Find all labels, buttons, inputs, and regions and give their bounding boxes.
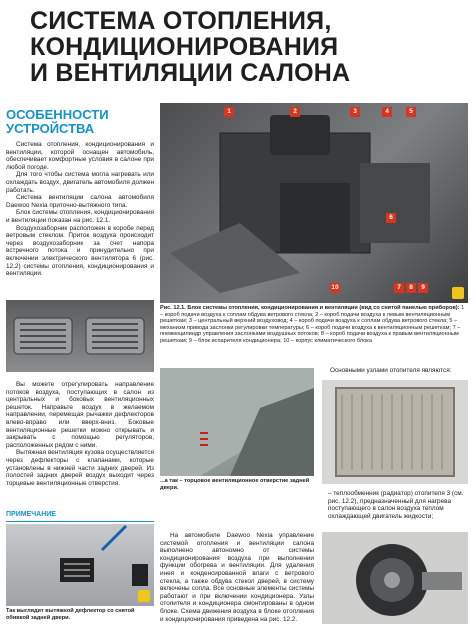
figure-label-6: 6 <box>386 213 396 223</box>
figure-caption <box>160 305 466 345</box>
title-line: КОНДИЦИОНИРОВАНИЯ <box>30 33 339 61</box>
wrench-icon <box>452 287 464 299</box>
paragraph: На автомобиле Daewoo Nexia управление системой отопления и вентиляции салона выполнено автономно от системы кондиционирования воздуха при выполнении функции обогрева и вентиляции. Для удаления инея и конденсированной влаги с ветрового стекла, а также обдува стекол дверей, в систему включены сопла. Все основные элементы системы работают и при включении кондиционера. Узлы отопителя и кондиционера смонтированы в одном блоке. Схема движения воздуха в блоке отопления и кондиционирования приведена на рис. 12.2. <box>160 532 314 623</box>
heater-item-text: – теплообменник (радиатор) отопителя 3 (см. рис. 12.2), предназначенный для нагрева поступающего в салон воздуха теплом охлаждающей двигатель жидкости; <box>328 490 464 520</box>
paragraph: Система отопления, кондиционирования и вентиляции, которой оснащен автомобиль, обеспечивает комфортные условия в салоне при любой погоде. <box>6 141 154 171</box>
fan-image <box>322 532 468 624</box>
control-text <box>160 532 314 623</box>
vent-grille-photo <box>6 300 154 372</box>
paragraph: Вытяжная вентиляция кузова осуществляется через дефлекторы с клапанами, которые установлены в нижней части задних дверей. Из полостей задних дверей воздух выходит через торцевые вентиляционные отверстия. <box>6 449 154 487</box>
door-deflector-image <box>6 524 154 606</box>
figure-caption-lead: Рис. 12.1. Блок системы отопления, кондиционирования и вентиляции (вид со снятой панелью приборов): <box>160 305 460 311</box>
title-line: И ВЕНТИЛЯЦИИ САЛОНА <box>30 59 351 87</box>
figure-label-3: 3 <box>350 107 360 117</box>
vent-grille-image <box>6 300 154 372</box>
door-vent-image <box>160 368 314 476</box>
note-label: ПРИМЕЧАНИЕ <box>6 511 56 518</box>
section-title-line: ОСОБЕННОСТИ <box>6 107 109 122</box>
heater-units-title: Основными узлами отопителя являются: <box>330 367 452 374</box>
figure-label-9: 9 <box>418 283 428 293</box>
door-deflector-photo <box>6 524 154 606</box>
paragraph: Воздухозаборник расположен в коробе перед ветровым стеклом. Приток воздуха происходит через воздухозаборник за счет напора встречного потока и принудительно при включении электрического вентилятора 6 (рис. 12.2) системы отопления, кондиционирования и вентиляции. <box>6 224 154 278</box>
title-line: СИСТЕМА ОТОПЛЕНИЯ, <box>30 7 332 35</box>
intro-text <box>6 141 154 278</box>
climate-unit-photo <box>160 103 468 303</box>
paragraph: Вы можете отрегулировать направление потоков воздуха, поступающих в салон из центральных и боковых вентиляционных решеток. Направьте воздух в желаемом направлении, перемещая рычажки дефлекторов влево-вправо или вверх-вниз. Боковые вентиляционные решетки можно открывать и закрывать с помощью регуляторов, расположенных рядом с ними. <box>6 381 154 449</box>
climate-unit-image <box>160 103 468 303</box>
deflector-caption: Так выглядит вытяжной дефлектор со снятой обивкой задней двери. <box>6 608 135 621</box>
fan-photo <box>322 532 468 624</box>
figure-label-7: 7 <box>394 283 404 293</box>
door-vent-photo <box>160 368 314 476</box>
paragraph: Для того чтобы система могла нагревать или охлаждать воздух, двигатель автомобиля должен работать. <box>6 171 154 194</box>
figure-label-5: 5 <box>406 107 416 117</box>
figure-label-8: 8 <box>406 283 416 293</box>
note-divider <box>6 521 154 522</box>
vent-adjust-text <box>6 381 154 487</box>
wrench-icon <box>138 590 150 602</box>
paragraph: Блок системы отопления, кондиционирования и вентиляции показан на рис. 12.1. <box>6 209 154 224</box>
section-title <box>6 108 156 136</box>
figure-label-4: 4 <box>382 107 392 117</box>
figure-label-2: 2 <box>290 107 300 117</box>
door-vent-caption: ...а так – торцовое вентиляционное отверстие задней двери. <box>160 478 310 491</box>
figure-label-1: 1 <box>224 107 234 117</box>
radiator-image <box>322 380 468 484</box>
page-title <box>30 8 450 86</box>
paragraph: Система вентиляции салона автомобиля Daewoo Nexia приточно-вытяжного типа. <box>6 194 154 209</box>
radiator-photo <box>322 380 468 484</box>
figure-label-10: 10 <box>331 284 339 291</box>
figure-caption-body: 1 – короб подачи воздуха к соплам обдува ветрового стекла; 2 – короб подачи воздуха к левым вентиляционным решеткам; 3 – центральный верхний воздуховод; 4 – короб подачи воздуха к соплам обдува ветрового стекла; 5 – механизм привода заслонки регулировки температуры; 6 – короб подачи воздуха к вентиляционным решеткам; 7 – пневмоцилиндр управления заслонками воздушных потоков; 8 – короб подачи воздуха к правым вентиляционным решеткам; 9 – блок испарителя кондиционера; 10 – корпус климатического блока <box>160 305 465 344</box>
section-title-line: УСТРОЙСТВА <box>6 121 95 136</box>
